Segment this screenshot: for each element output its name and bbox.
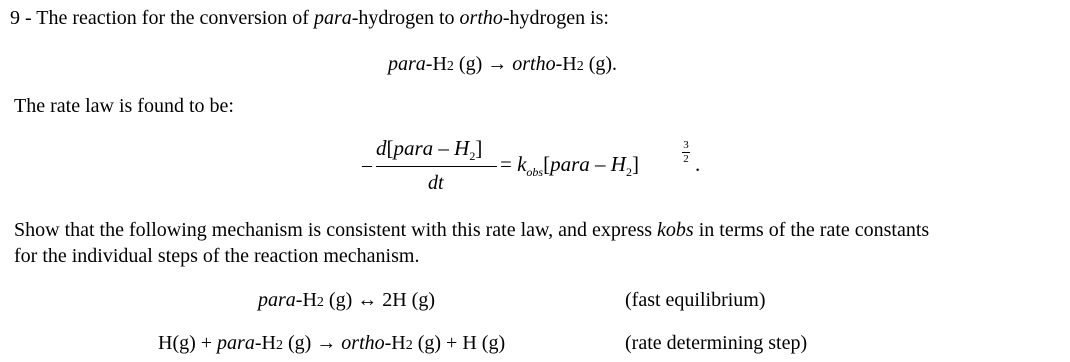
fraction-numerator	[376, 136, 482, 164]
header-text: -hydrogen to	[351, 7, 460, 29]
fraction-denominator: dt	[428, 172, 444, 194]
period: .	[695, 152, 701, 176]
mechanism-step-2	[158, 331, 505, 358]
species-prefix: ortho	[336, 332, 385, 354]
reactant-species: -H	[425, 53, 447, 75]
instruction-line-1	[14, 218, 929, 242]
species: para – H	[393, 136, 470, 160]
species: para – H	[550, 152, 626, 176]
overall-reaction	[388, 52, 617, 79]
bracket: ]	[631, 152, 639, 176]
fraction-bar	[376, 166, 497, 167]
phase-label: (g)	[453, 53, 488, 75]
mechanism-step-1	[258, 288, 435, 315]
exponent-numerator: 3	[683, 139, 689, 151]
product-prefix: ortho	[507, 53, 556, 75]
subscript: 2	[316, 295, 324, 310]
rate-law-equation	[362, 136, 722, 198]
species: -H	[295, 289, 317, 311]
species: -H	[254, 332, 276, 354]
instruction-text: Show that the following mechanism is consistent with this rate law, and express	[14, 219, 658, 241]
species-prefix: para	[217, 332, 255, 354]
header-ortho: ortho	[459, 7, 503, 29]
species: -H	[384, 332, 406, 354]
rate-constant-subscript: obs	[526, 165, 544, 179]
subscript: 2	[469, 149, 476, 163]
kobs-term: kobs	[657, 219, 694, 241]
instruction-line-2: for the individual steps of the reaction mechanism.	[14, 245, 420, 267]
rate-constant: k	[517, 152, 527, 176]
differential: d	[376, 136, 387, 160]
step-2-note: (rate determining step)	[625, 332, 808, 354]
header-text: 9 - The reaction for the conversion of	[10, 7, 314, 29]
species-prefix: para	[258, 289, 296, 311]
reaction-arrow: →	[487, 53, 508, 75]
bracket: [	[543, 152, 551, 176]
bracket: [	[386, 136, 394, 160]
instruction-text: in terms of the rate constants	[693, 219, 930, 241]
step-products: (g) + H (g)	[412, 332, 506, 354]
problem-statement	[10, 6, 609, 30]
header-para: para	[313, 7, 352, 29]
header-text: -hydrogen is:	[502, 7, 609, 29]
equals-sign: =	[500, 152, 518, 176]
subscript: 2	[625, 165, 632, 179]
step-arrow: (g) →	[282, 332, 337, 354]
subscript: 2	[405, 338, 413, 353]
rate-law-intro: The rate law is found to be:	[14, 95, 234, 117]
subscript: 2	[275, 338, 283, 353]
subscript: 2	[576, 59, 584, 74]
step-1-note: (fast equilibrium)	[625, 289, 766, 311]
exponent-denominator: 2	[683, 153, 689, 165]
product-species: -H	[555, 53, 577, 75]
rate-expression	[500, 152, 639, 180]
minus-sign: –	[362, 154, 372, 176]
bracket: ]	[475, 136, 483, 160]
step-lead: H(g) +	[158, 332, 218, 354]
subscript: 2	[446, 59, 454, 74]
phase-label: (g).	[583, 53, 618, 75]
step-equation: (g) ↔ 2H (g)	[323, 289, 435, 311]
reactant-prefix: para	[388, 53, 426, 75]
exponent-fraction	[681, 140, 691, 165]
